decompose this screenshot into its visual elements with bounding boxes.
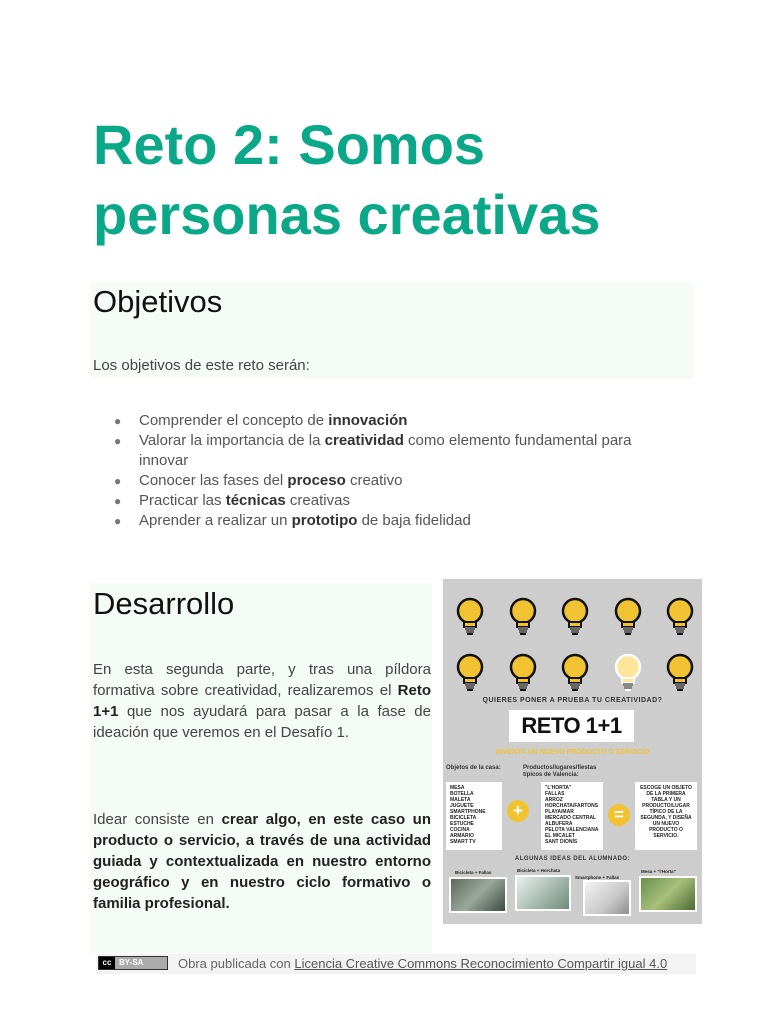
bullet-icon: ● (114, 434, 122, 448)
infographic-reto-title: RETO 1+1 (509, 710, 634, 742)
ideas-heading: ALGUNAS IDEAS DEL ALUMNADO: (514, 856, 631, 862)
list-item: ● Valorar la importancia de la creatividad como elemento fundamental para innovar (114, 432, 632, 469)
objetivos-list (114, 411, 684, 531)
desarrollo-paragraph-1: En esta segunda parte, y tras una píldora formativa sobre creatividad, realizaremos el Reto 1+1 que nos ayudará para pasar a la fase de ideación que veremos en el Desafío 1. (93, 661, 431, 741)
infographic-question: QUIERES PONER A PRUEBA TU CREATIVIDAD? (482, 697, 663, 704)
page-title: Reto 2: Somos personas creativas (93, 113, 601, 246)
bullet-icon: ● (114, 474, 122, 488)
bulbs-grid (455, 597, 695, 709)
column-2-heading: Productos/lugares/fiestas típicos de Valencia: (523, 765, 597, 778)
objects-card: MESA BOTELLA MALETA JUGUETE SMARTPHONE BICICLETA ESTUCHE COCINA ARMARIO SMART TV (446, 782, 502, 850)
student-idea-image (583, 880, 631, 916)
objetivos-heading: Objetivos (93, 284, 223, 319)
bullet-icon: ● (114, 514, 122, 528)
lightbulb-icon (665, 597, 695, 637)
plus-icon: + (507, 800, 529, 822)
list-item: ● Aprender a realizar un prototipo de baja fidelidad (114, 512, 471, 529)
lightbulb-icon (613, 597, 643, 637)
lightbulb-icon (560, 653, 590, 693)
list-item: ● Practicar las técnicas creativas (114, 492, 350, 509)
list-item: ● Conocer las fases del proceso creativo (114, 472, 403, 489)
thumb-label: Smartphone + Fallas (575, 875, 620, 880)
student-idea-image (639, 876, 697, 912)
license-text: Obra publicada con Licencia Creative Commons Reconocimiento Compartir igual 4.0 (178, 956, 668, 971)
lightbulb-icon (560, 597, 590, 637)
thumb-label: Bicicleta + Fallas (455, 870, 492, 875)
license-link[interactable]: Licencia Creative Commons Reconocimiento Compartir igual 4.0 (294, 956, 668, 971)
desarrollo-heading: Desarrollo (93, 586, 235, 621)
equals-icon: = (608, 804, 630, 826)
infographic-invent: INVENTA UN NUEVO PRODUCTO O SERVICIO (495, 749, 650, 756)
reto-infographic (443, 579, 702, 924)
instructions-card: ESCOGE UN OBJETO DE LA PRIMERA TABLA Y UN PRODUCTO/LUGAR TÍPICO DE LA SEGUNDA, Y DISEÑA UN NUEVO PRODUCTO O SERVICIO. (635, 782, 697, 850)
bullet-icon: ● (114, 414, 122, 428)
lightbulb-icon (508, 653, 538, 693)
thumb-label: Mesa + "l'Horta" (641, 869, 676, 874)
thumb-label: Bicicleta + Horchata (517, 868, 561, 873)
student-idea-image (449, 877, 507, 913)
student-idea-image (515, 875, 571, 911)
lightbulb-icon (665, 653, 695, 693)
license-footer (96, 954, 696, 974)
valencia-card: "L'HORTA" FALLAS ARROZ HORCHATA/FARTONS PLAYA/MAR MERCADO CENTRAL ALBUFERA PELOTA VALENCIANA EL MICALET SANT DIONÍS (541, 782, 603, 850)
lightbulb-icon (508, 597, 538, 637)
lightbulb-icon (455, 597, 485, 637)
list-item: ● Comprender el concepto de innovación (114, 412, 408, 429)
column-1-heading: Objetos de la casa: (446, 765, 501, 771)
cc-by-sa-badge-icon: cc BY-SA (98, 956, 168, 970)
bullet-icon: ● (114, 494, 122, 508)
desarrollo-paragraph-2: Idear consiste en crear algo, en este caso un producto o servicio, a través de una actividad guiada y contextualizada en nuestro entorno geográfico y en nuestro ciclo formativo o familia profesional. (93, 811, 431, 912)
lightbulb-icon (455, 653, 485, 693)
lightbulb-lit-icon (613, 653, 643, 693)
objetivos-intro: Los objetivos de este reto serán: (93, 357, 310, 374)
